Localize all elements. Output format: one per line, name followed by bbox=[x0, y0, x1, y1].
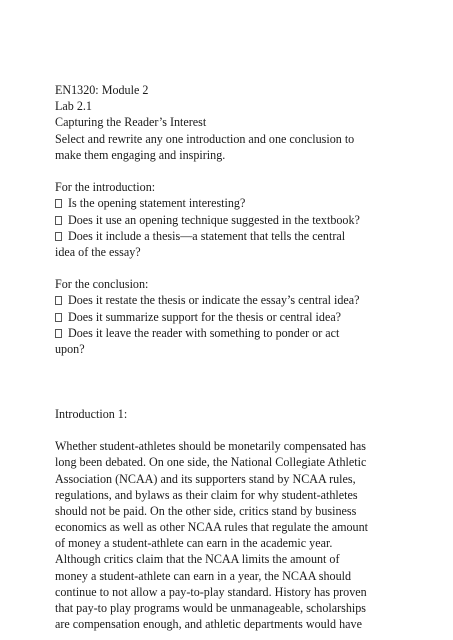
paragraph-line: Association (NCAA) and its supporters stand by NCAA rules, bbox=[55, 471, 356, 486]
checkbox-icon bbox=[55, 216, 62, 225]
checklist-item: Is the opening statement interesting? bbox=[55, 195, 405, 211]
paragraph-line: continue to not allow a pay-to-play standard. History has proven bbox=[55, 584, 367, 599]
checkbox-icon bbox=[55, 313, 62, 322]
paragraph-line: money a student-athlete can earn in a year, the NCAA should bbox=[55, 568, 352, 583]
checklist-item: Does it restate the thesis or indicate the essay’s central idea? bbox=[55, 292, 405, 308]
blank-line bbox=[55, 390, 405, 406]
checklist-item: Does it include a thesis—a statement that tells the central bbox=[55, 228, 405, 244]
blank-line bbox=[55, 163, 405, 179]
checklist-item: Does it leave the reader with something to ponder or act bbox=[55, 325, 405, 341]
blank-line bbox=[55, 260, 405, 276]
checkbox-icon bbox=[55, 232, 62, 241]
blank-line bbox=[55, 357, 405, 373]
conclusion-checklist-heading: For the conclusion: bbox=[55, 277, 149, 292]
paragraph-line: economics as well as other NCAA rules that regulate the amount bbox=[55, 520, 369, 535]
checklist-item-continuation: idea of the essay? bbox=[55, 244, 141, 259]
introduction-checklist-heading: For the introduction: bbox=[55, 180, 156, 195]
blank-line bbox=[55, 373, 405, 389]
blank-line bbox=[55, 422, 405, 438]
checkbox-icon bbox=[55, 329, 62, 338]
paragraph-line: should not be paid. On the other side, critics stand by business bbox=[55, 503, 357, 518]
checklist-item: Does it use an opening technique suggested in the textbook? bbox=[55, 212, 405, 228]
document-body bbox=[55, 82, 405, 632]
paragraph-line: long been debated. On one side, the National Collegiate Athletic bbox=[55, 455, 367, 470]
checklist-item: Does it summarize support for the thesis or central idea? bbox=[55, 309, 405, 325]
introduction-1-heading: Introduction 1: bbox=[55, 406, 128, 421]
instructions-line-1: Select and rewrite any one introduction and one conclusion to bbox=[55, 131, 355, 146]
paragraph-line: of money a student-athlete can earn in the academic year. bbox=[55, 536, 333, 551]
checkbox-icon bbox=[55, 199, 62, 208]
paragraph-line: that pay-to play programs would be unmanageable, scholarships bbox=[55, 601, 366, 615]
paragraph-line: Although critics claim that the NCAA limits the amount of bbox=[55, 552, 340, 567]
checkbox-icon bbox=[55, 296, 62, 305]
lab-number: Lab 2.1 bbox=[55, 99, 92, 114]
paragraph-line: Whether student-athletes should be monetarily compensated has bbox=[55, 439, 366, 454]
paragraph-line: regulations, and bylaws as their claim for why student-athletes bbox=[55, 487, 358, 502]
course-title: EN1320: Module 2 bbox=[55, 83, 149, 97]
paragraph-line: are compensation enough, and athletic departments would have bbox=[55, 617, 362, 632]
introduction-1-paragraph bbox=[55, 438, 405, 632]
instructions-line-2: make them engaging and inspiring. bbox=[55, 147, 226, 162]
checklist-item-continuation: upon? bbox=[55, 342, 85, 356]
lab-title: Capturing the Reader’s Interest bbox=[55, 115, 207, 130]
